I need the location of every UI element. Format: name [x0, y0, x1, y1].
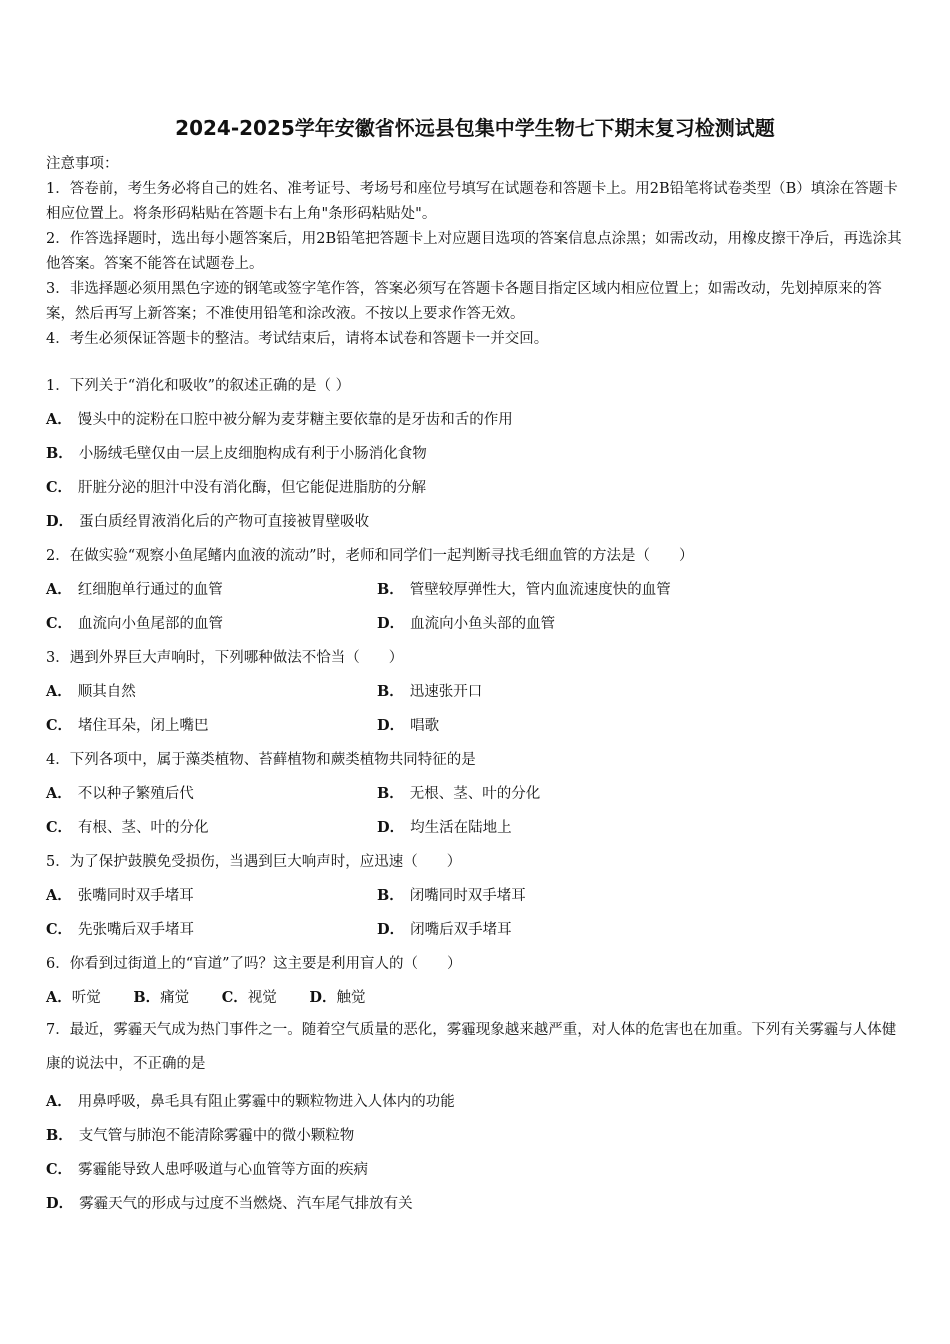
question-1-stem: 1．下列关于“消化和吸收”的叙述正确的是（ ）: [46, 378, 351, 394]
question-6-option-d: D．触觉: [309, 989, 366, 1006]
question-3-options-row-2: [46, 714, 908, 738]
question-3-option-a: A． 顺其自然: [46, 683, 136, 700]
question-2-options-row-2: [46, 612, 908, 636]
question-7-option-b: B． 支气管与肺泡不能清除雾霾中的微小颗粒物: [46, 1127, 355, 1144]
question-3-option-c: C． 堵住耳朵，闭上嘴巴: [46, 717, 209, 734]
question-5-options-row-2: [46, 918, 908, 942]
question-3-option-d: D． 唱歌: [377, 717, 440, 734]
page-title: 2024-2025学年安徽省怀远县包集中学生物七下期末复习检测试题: [175, 116, 775, 140]
question-2-option-c: C． 血流向小鱼尾部的血管: [46, 615, 224, 632]
notice-item: 2．作答选择题时，选出每小题答案后，用2B铅笔把答题卡上对应题目选项的答案信息点涂黑；如需改动，用橡皮擦干净后，再选涂其他答案。答案不能答在试题卷上。: [46, 231, 902, 272]
question-4-option-c: C． 有根、茎、叶的分化: [46, 819, 209, 836]
question-7-option-a: A． 用鼻呼吸，鼻毛具有阻止雾霾中的颗粒物进入人体内的功能: [46, 1093, 455, 1110]
question-2-stem: 2．在做实验“观察小鱼尾鳍内血液的流动”时，老师和同学们一起判断寻找毛细血管的方法是（ ）: [46, 548, 694, 564]
question-5-option-d: D． 闭嘴后双手堵耳: [377, 921, 512, 938]
question-4-options-row-2: [46, 816, 908, 840]
question-1-option-d: D． 蛋白质经胃液消化后的产物可直接被胃壁吸收: [46, 513, 370, 530]
question-4-option-b: B． 无根、茎、叶的分化: [377, 785, 541, 802]
question-7-stem: 7．最近，雾霾天气成为热门事件之一。随着空气质量的恶化，雾霾现象越来越严重，对人体的危害也在加重。下列有关雾霾与人体健康的说法中，不正确的是: [46, 1022, 897, 1072]
question-4-stem: 4．下列各项中，属于藻类植物、苔藓植物和蕨类植物共同特征的是: [46, 752, 476, 768]
question-6-option-b: B．痛觉: [133, 989, 190, 1006]
notice-section: [46, 152, 908, 352]
question-2-options-row-1: [46, 578, 908, 602]
question-2-option-a: A． 红细胞单行通过的血管: [46, 581, 223, 598]
question-2-option-d: D． 血流向小鱼头部的血管: [377, 615, 556, 632]
question-5-stem: 5．为了保护鼓膜免受损伤，当遇到巨大响声时，应迅速（ ）: [46, 854, 462, 870]
question-3-options-row-1: [46, 680, 908, 704]
question-1-option-b: B． 小肠绒毛壁仅由一层上皮细胞构成有利于小肠消化食物: [46, 445, 427, 462]
notice-item: 1．答卷前，考生务必将自己的姓名、准考证号、考场号和座位号填写在试题卷和答题卡上。用2B铅笔将试卷类型（B）填涂在答题卡相应位置上。将条形码粘贴在答题卡右上角"条形码粘贴处"。: [46, 181, 898, 222]
question-3-option-b: B． 迅速张开口: [377, 683, 483, 700]
question-5-option-b: B． 闭嘴同时双手堵耳: [377, 887, 526, 904]
question-5-option-c: C． 先张嘴后双手堵耳: [46, 921, 195, 938]
question-4-option-a: A． 不以种子繁殖后代: [46, 785, 194, 802]
question-6-stem: 6．你看到过街道上的“盲道”了吗？这主要是利用盲人的（ ）: [46, 956, 462, 972]
question-6-option-a: A．听觉: [46, 989, 101, 1006]
question-6-option-c: C．视觉: [221, 989, 277, 1006]
notice-heading: 注意事项：: [46, 156, 119, 172]
question-5-options-row-1: [46, 884, 908, 908]
question-5-option-a: A． 张嘴同时双手堵耳: [46, 887, 194, 904]
question-7-option-c: C． 雾霾能导致人患呼吸道与心血管等方面的疾病: [46, 1161, 369, 1178]
notice-item: 3．非选择题必须用黑色字迹的钢笔或签字笔作答，答案必须写在答题卡各题目指定区域内相应位置上；如需改动，先划掉原来的答案，然后再写上新答案；不准使用铅笔和涂改液。不按以上要求作答无效。: [46, 281, 882, 322]
question-7-option-d: D． 雾霾天气的形成与过度不当燃烧、汽车尾气排放有关: [46, 1195, 413, 1212]
question-3-stem: 3．遇到外界巨大声响时，下列哪种做法不恰当（ ）: [46, 650, 404, 666]
notice-item: 4．考生必须保证答题卡的整洁。考试结束后，请将本试卷和答题卡一并交回。: [46, 331, 549, 347]
question-6-options: [46, 986, 393, 1007]
question-2-option-b: B． 管壁较厚弹性大，管内血流速度快的血管: [377, 581, 671, 598]
question-4-options-row-1: [46, 782, 908, 806]
question-1-option-c: C． 肝脏分泌的胆汁中没有消化酶，但它能促进脂肪的分解: [46, 479, 427, 496]
question-4-option-d: D． 均生活在陆地上: [377, 819, 512, 836]
question-1-option-a: A． 馒头中的淀粉在口腔中被分解为麦芽糖主要依靠的是牙齿和舌的作用: [46, 411, 513, 428]
